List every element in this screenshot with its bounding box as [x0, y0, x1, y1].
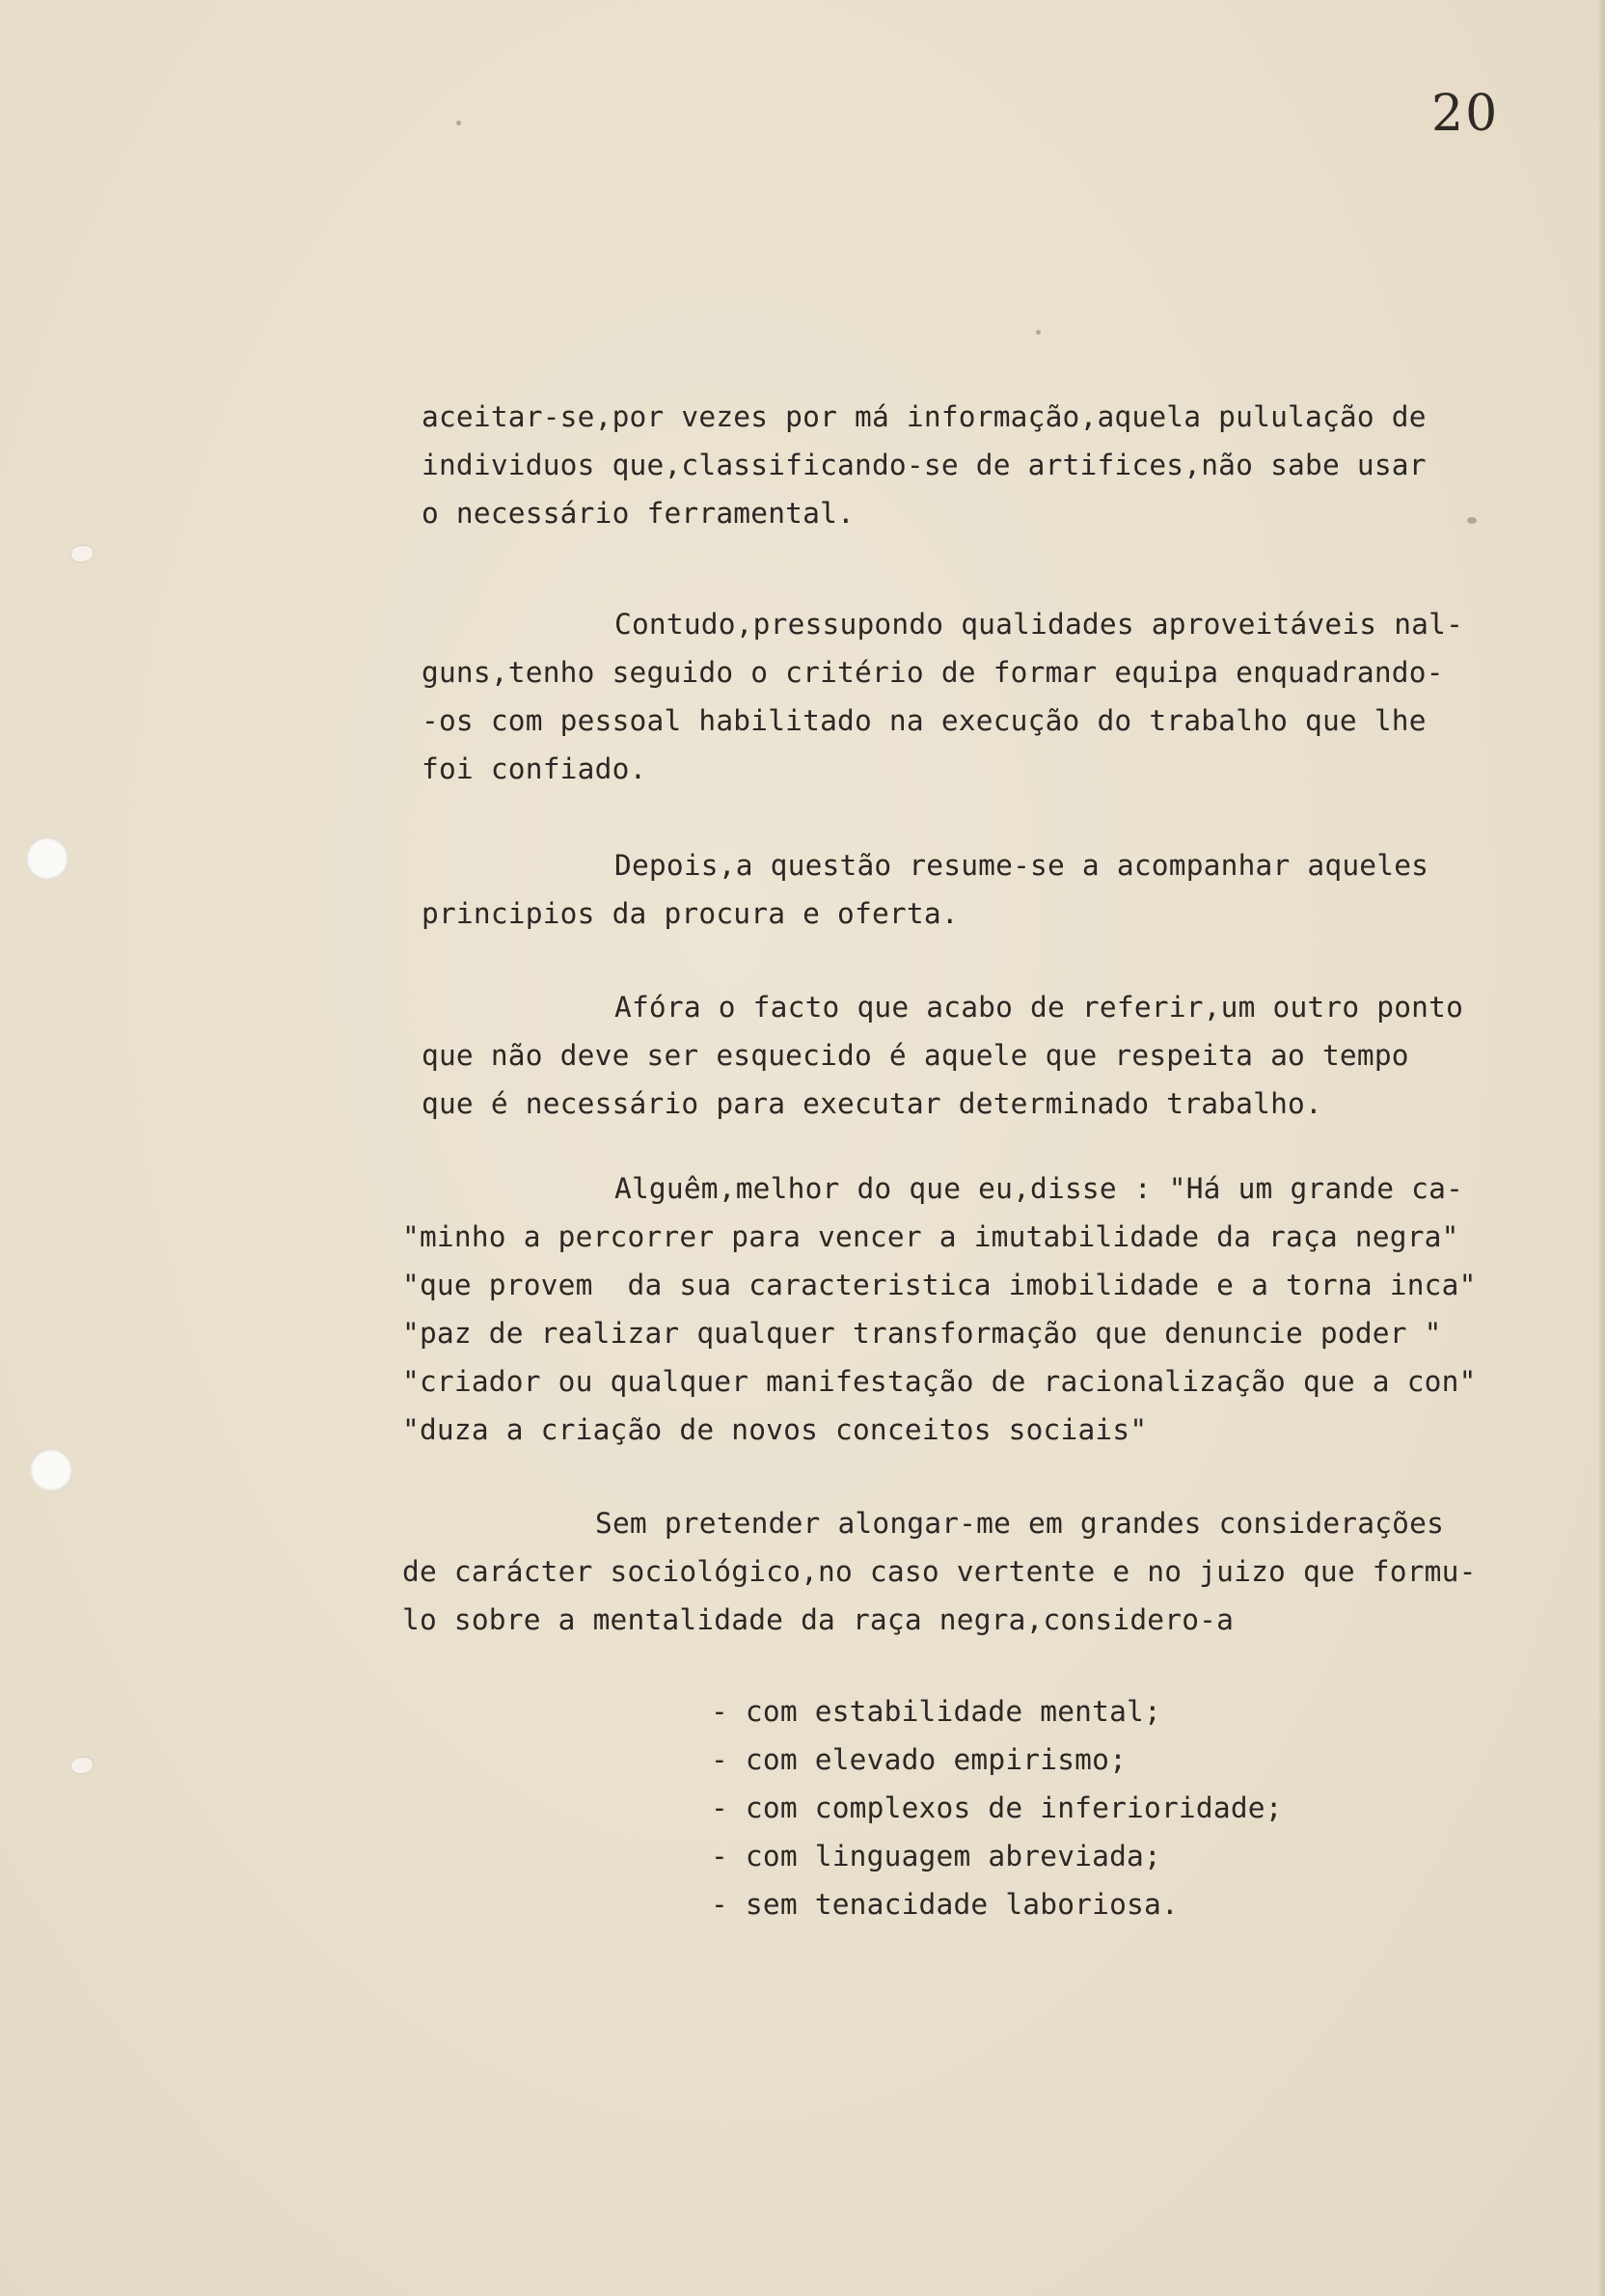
paragraph-2-line-3: -os com pessoal habilitado na execução do trabalho que lhe: [422, 704, 1427, 737]
paragraph-5-line-4: "paz de realizar qualquer transformação que denuncie poder ": [402, 1317, 1442, 1350]
paragraph-3-line-2: principios da procura e oferta.: [422, 897, 959, 930]
list-item: - com estabilidade mental;: [711, 1695, 1161, 1728]
paragraph-3-line-1: Depois,a questão resume-se a acompanhar aqueles: [614, 849, 1429, 882]
paragraph-6-line-1: Sem pretender alongar-me em grandes considerações: [595, 1507, 1445, 1540]
paragraph-1-line-2: individuos que,classificando-se de artifices,não sabe usar: [422, 449, 1427, 481]
list-item: - sem tenacidade laboriosa.: [711, 1888, 1179, 1921]
paragraph-2-line-2: guns,tenho seguido o critério de formar equipa enquadrando-: [422, 656, 1444, 689]
paragraph-5-line-5: "criador ou qualquer manifestação de racionalização que a con": [402, 1365, 1477, 1398]
paragraph-4-line-1: Afóra o facto que acabo de referir,um outro ponto: [614, 991, 1464, 1024]
paragraph-1-line-3: o necessário ferramental.: [422, 497, 856, 530]
paragraph-4-line-3: que é necessário para executar determinado trabalho.: [422, 1087, 1322, 1120]
punch-hole: [30, 1449, 72, 1491]
paragraph-5-line-1: Alguêm,melhor do que eu,disse : "Há um grande ca-: [614, 1172, 1464, 1205]
ink-speck: [456, 121, 461, 125]
ink-speck: [1036, 330, 1041, 335]
paragraph-4-line-2: que não deve ser esquecido é aquele que respeita ao tempo: [422, 1039, 1409, 1072]
paper-tear-mark: [71, 1758, 93, 1773]
ink-speck: [1467, 517, 1477, 524]
paper-tear-mark: [71, 546, 93, 561]
paragraph-5-line-2: "minho a percorrer para vencer a imutabilidade da raça negra": [402, 1220, 1459, 1253]
paragraph-2-line-4: foi confiado.: [422, 752, 647, 785]
paragraph-5-line-3: "que provem da sua caracteristica imobilidade e a torna inca": [402, 1269, 1477, 1301]
list-item: - com elevado empirismo;: [711, 1743, 1128, 1776]
page-number: 20: [1431, 85, 1500, 143]
paragraph-2-line-1: Contudo,pressupondo qualidades aproveitáveis nal-: [614, 608, 1464, 641]
paragraph-5-line-6: "duza a criação de novos conceitos sociais": [402, 1413, 1148, 1446]
list-item: - com complexos de inferioridade;: [711, 1791, 1283, 1824]
paragraph-6-line-2: de carácter sociológico,no caso vertente e no juizo que formu-: [402, 1555, 1477, 1588]
paragraph-1-line-1: aceitar-se,por vezes por má informação,aquela pululação de: [422, 400, 1427, 433]
list-item: - com linguagem abreviada;: [711, 1840, 1161, 1872]
paragraph-6-line-3: lo sobre a mentalidade da raça negra,considero-a: [402, 1603, 1235, 1636]
